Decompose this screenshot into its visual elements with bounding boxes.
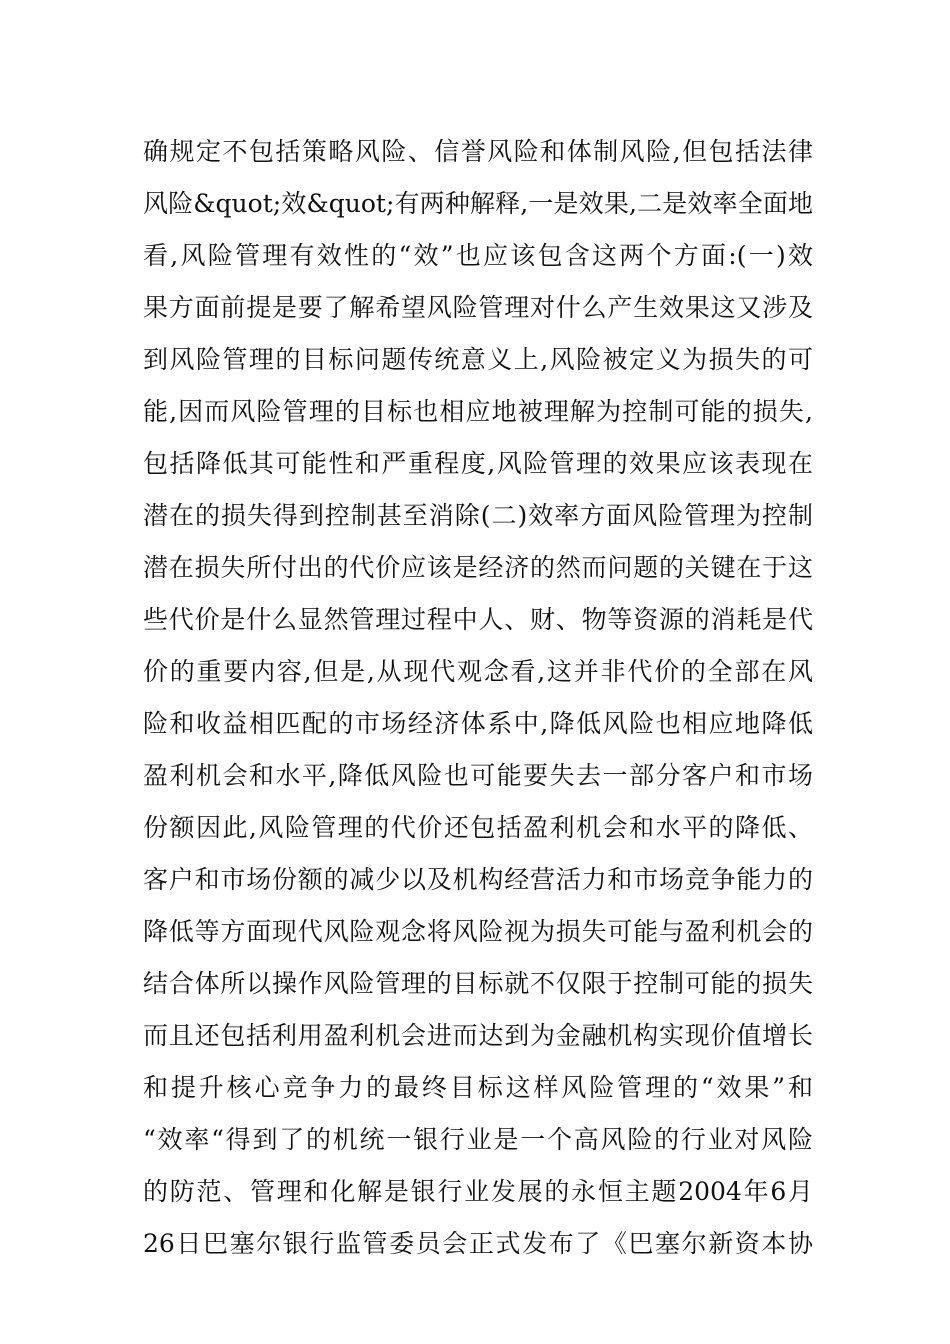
text-line: 结合体所以操作风险管理的目标就不仅限于控制可能的损失 [143, 969, 813, 998]
text-line: 潜在损失所付出的代价应该是经济的然而问题的关键在于这 [143, 553, 813, 582]
text-line: 些代价是什么显然管理过程中人、财、物等资源的消耗是代 [143, 605, 813, 634]
text-line: 包括降低其可能性和严重程度,风险管理的效果应该表现在 [143, 449, 813, 478]
text-line: “效率“得到了的机统一银行业是一个高风险的行业对风险 [143, 1125, 813, 1154]
text-line: 26日巴塞尔银行监管委员会正式发布了《巴塞尔新资本协 [143, 1229, 813, 1258]
text-line: 潜在的损失得到控制甚至消除(二)效率方面风险管理为控制 [143, 501, 813, 530]
text-line: 确规定不包括策略风险、信誉风险和体制风险,但包括法律 [143, 137, 813, 166]
text-line: 份额因此,风险管理的代价还包括盈利机会和水平的降低、 [143, 813, 813, 842]
text-line: 客户和市场份额的减少以及机构经营活力和市场竞争能力的 [143, 865, 813, 894]
text-line: 果方面前提是要了解希望风险管理对什么产生效果这又涉及 [143, 293, 813, 322]
text-line: 能,因而风险管理的目标也相应地被理解为控制可能的损失, [143, 397, 813, 426]
text-line: 险和收益相匹配的市场经济体系中,降低风险也相应地降低 [143, 709, 813, 738]
text-line: 的防范、管理和化解是银行业发展的永恒主题2004年6月 [143, 1177, 813, 1206]
text-line: 看,风险管理有效性的“效”也应该包含这两个方面:(一)效 [143, 241, 813, 270]
text-line: 和提升核心竞争力的最终目标这样风险管理的“效果”和 [143, 1073, 813, 1102]
text-line: 而且还包括利用盈利机会进而达到为金融机构实现价值增长 [143, 1021, 813, 1050]
text-line: 价的重要内容,但是,从现代观念看,这并非代价的全部在风 [143, 657, 813, 686]
text-line: 盈利机会和水平,降低风险也可能要失去一部分客户和市场 [143, 761, 813, 790]
text-line: 风险&quot;效&quot;有两种解释,一是效果,二是效率全面地 [143, 189, 813, 218]
text-line: 降低等方面现代风险观念将风险视为损失可能与盈利机会的 [143, 917, 813, 946]
body-text [143, 126, 813, 1270]
text-line: 到风险管理的目标问题传统意义上,风险被定义为损失的可 [143, 345, 813, 374]
